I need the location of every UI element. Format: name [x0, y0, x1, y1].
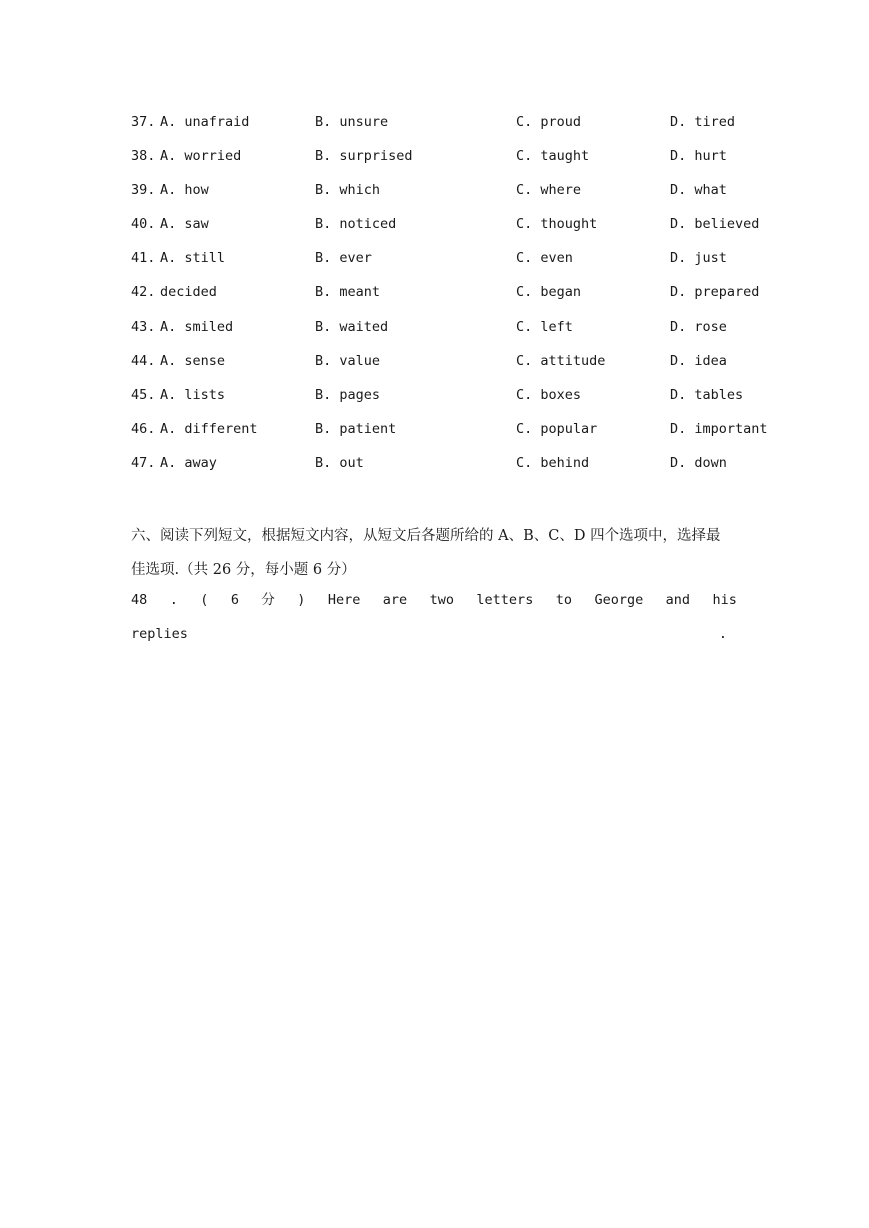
question-48-word: letters [476, 592, 534, 608]
question-48-word: his [712, 592, 737, 608]
option-b: B. patient [315, 420, 397, 437]
question-row [131, 453, 811, 487]
option-c: C. began [516, 284, 582, 301]
section-instruction-line-2: 佳选项.（共 26 分，每小题 6 分） [131, 562, 356, 578]
question-48-word: George [594, 592, 644, 608]
question-48-word: . [169, 592, 178, 608]
option-b: B. which [315, 182, 381, 199]
question-number: 37. [131, 114, 156, 130]
option-d: D. believed [670, 216, 760, 233]
question-48-word: replies [131, 626, 188, 642]
question-row [131, 180, 811, 214]
question-48-word: 分 [261, 592, 275, 608]
question-number: 46. [131, 420, 156, 437]
question-48 [131, 590, 737, 658]
option-c: C. thought [516, 216, 598, 233]
option-a: A. worried [160, 148, 242, 165]
question-48-word: two [429, 592, 454, 608]
question-number: 39. [131, 182, 156, 199]
question-number: 40. [131, 216, 156, 233]
option-c: C. where [516, 182, 582, 199]
option-b: B. surprised [315, 148, 413, 165]
option-c: C. proud [516, 114, 582, 130]
option-d: D. rose [670, 318, 727, 335]
option-d: D. hurt [670, 148, 727, 165]
option-d: D. just [670, 250, 727, 267]
option-b: B. ever [315, 250, 372, 267]
section-six-instructions [131, 519, 737, 587]
option-a: A. sense [160, 352, 226, 369]
option-b: B. meant [315, 284, 381, 301]
option-a: decided [160, 284, 217, 301]
question-row [131, 317, 811, 351]
option-c: C. popular [516, 420, 598, 437]
option-a: A. saw [160, 216, 209, 233]
question-row [131, 282, 811, 316]
option-d: D. what [670, 182, 727, 199]
option-b: B. pages [315, 386, 381, 403]
question-48-end-mark: . [718, 626, 727, 642]
option-a: A. unafraid [160, 114, 250, 130]
question-number: 41. [131, 250, 156, 267]
question-number: 47. [131, 454, 156, 471]
option-b: B. out [315, 454, 364, 471]
option-c: C. taught [516, 148, 590, 165]
option-d: D. tired [670, 114, 736, 130]
option-a: A. different [160, 420, 258, 437]
question-row [131, 385, 811, 419]
section-instruction-line-1: 六、阅读下列短文，根据短文内容，从短文后各题所给的 A、B、C、D 四个选项中，选择最 [131, 528, 721, 544]
question-48-word: and [665, 592, 691, 608]
question-number: 38. [131, 148, 156, 165]
option-c: C. boxes [516, 386, 582, 403]
question-48-line-2 [131, 624, 737, 658]
question-48-word: are [382, 592, 408, 608]
option-c: C. even [516, 250, 573, 267]
option-a: A. lists [160, 386, 226, 403]
option-b: B. unsure [315, 114, 389, 130]
question-number: 44. [131, 352, 156, 369]
option-b: B. value [315, 352, 381, 369]
option-b: B. waited [315, 318, 389, 335]
option-d: D. idea [670, 352, 727, 369]
question-48-word: 6 [230, 592, 239, 608]
question-number: 45. [131, 386, 156, 403]
question-number: 43. [131, 318, 156, 335]
option-c: C. attitude [516, 352, 606, 369]
question-row [131, 248, 811, 282]
question-row [131, 146, 811, 180]
option-a: A. how [160, 182, 209, 199]
question-row [131, 351, 811, 385]
option-a: A. smiled [160, 318, 234, 335]
option-d: D. prepared [670, 284, 760, 301]
option-b: B. noticed [315, 216, 397, 233]
option-c: C. behind [516, 454, 590, 471]
question-row [131, 214, 811, 248]
question-48-word: ) [297, 592, 306, 608]
option-d: D. important [670, 420, 768, 437]
question-48-line-1 [131, 590, 737, 624]
option-c: C. left [516, 318, 573, 335]
option-a: A. still [160, 250, 226, 267]
option-d: D. down [670, 454, 727, 471]
question-row [131, 419, 811, 453]
option-a: A. away [160, 454, 217, 471]
question-number: 42. [131, 284, 156, 301]
question-48-word: to [555, 592, 573, 608]
option-d: D. tables [670, 386, 744, 403]
question-list [131, 112, 811, 487]
question-48-word: Here [327, 592, 361, 608]
question-row [131, 112, 811, 146]
question-48-word: ( [200, 592, 209, 608]
question-48-word: 48 [131, 592, 148, 608]
